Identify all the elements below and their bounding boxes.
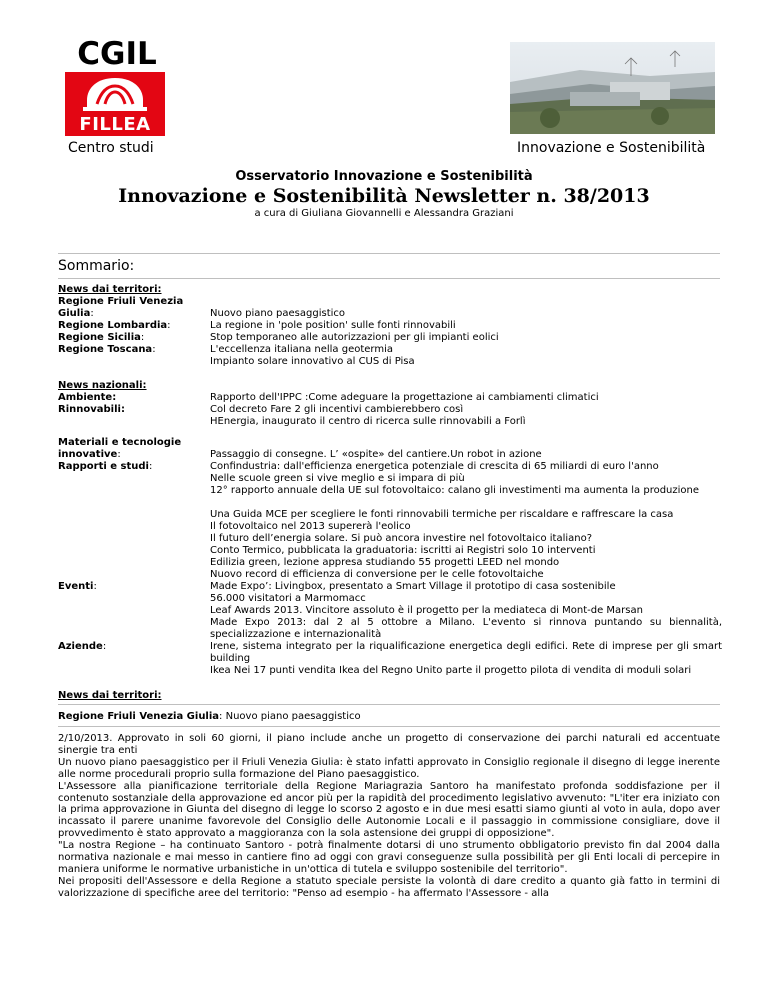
building-photo (510, 42, 715, 134)
toc-item[interactable]: Il fotovoltaico nel 2013 supererà l'eolico (210, 521, 411, 532)
toc-item[interactable]: HEnergia, inaugurato il centro di ricerca sulle rinnovabili a Forlì (210, 416, 526, 427)
rapporti-label: Rapporti e studi: (58, 461, 153, 472)
article-paragraph: 2/10/2013. Approvato in soli 60 giorni, il piano include anche un progetto di conservazione dei parchi naturali ed accentuate sinergie tra enti (58, 733, 720, 756)
section-heading: News dai territori: (58, 690, 162, 701)
lombardia-label: Regione Lombardia: (58, 320, 171, 331)
ambiente-label: Ambiente: (58, 392, 117, 403)
toc-item[interactable]: La regione in 'pole position' sulle fonti rinnovabili (210, 320, 456, 331)
article-body (58, 733, 720, 900)
toc-item[interactable]: Nuovo piano paesaggistico (210, 308, 346, 319)
toc-item[interactable]: Passaggio di consegne. L’ «ospite» del cantiere.Un robot in azione (210, 449, 542, 460)
territori-heading[interactable]: News dai territori: (58, 284, 162, 295)
toc-item[interactable]: Col decreto Fare 2 gli incentivi cambierebbero così (210, 404, 464, 415)
newsletter-title: Innovazione e Sostenibilità Newsletter n. 38/2013 (118, 185, 650, 207)
toc-item[interactable]: Made Expo 2013: dal 2 al 5 ottobre a Milano. L'evento si rinnova puntando su biennalità, specializzazione e internazionalità (210, 617, 722, 640)
eventi-label: Eventi: (58, 581, 97, 592)
toc-item[interactable]: Stop temporaneo alle autorizzazioni per gli impianti eolici (210, 332, 499, 343)
toc-item[interactable]: Ikea Nei 17 punti vendita Ikea del Regno Unito parte il progetto pilota di vendita di moduli solari (210, 665, 692, 676)
toc-item[interactable]: Nelle scuole green si vive meglio e si impara di più (210, 473, 465, 484)
article-paragraph: Un nuovo piano paesaggistico per il Friuli Venezia Giulia: è stato infatti approvato in Consiglio regionale il disegno di legge inerente alle norme procedurali proprio sulla formazione del Piano paesaggistico. (58, 756, 720, 780)
toc-item[interactable]: Irene, sistema integrato per la riqualificazione energetica degli edifici. Rete di imprese per gli smart building (210, 641, 722, 664)
toc-item[interactable]: Rapporto dell'IPPC :Come adeguare la progettazione ai cambiamenti climatici (210, 392, 599, 403)
toc-item[interactable]: Edilizia green, lezione appresa studiando 55 progetti LEED nel mondo (210, 557, 560, 568)
divider (58, 253, 720, 254)
cgil-wordmark: CGIL (77, 36, 157, 68)
aziende-label: Aziende: (58, 641, 107, 652)
toscana-label: Regione Toscana: (58, 344, 156, 355)
divider (58, 704, 720, 705)
nazionali-heading[interactable]: News nazionali: (58, 380, 147, 391)
materiali-label: Materiali e tecnologie (58, 437, 182, 448)
friuli-label-2: Giulia: (58, 308, 94, 319)
toc-item[interactable]: Confindustria: dall'efficienza energetica potenziale di crescita di 65 miliardi di euro l'anno (210, 461, 659, 472)
toc-item[interactable]: Il futuro dell’energia solare. Si può ancora investire nel fotovoltaico italiano? (210, 533, 593, 544)
toc-item[interactable]: Conto Termico, pubblicata la graduatoria: iscritti ai Registri solo 10 interventi (210, 545, 596, 556)
toc-item[interactable]: Impianto solare innovativo al CUS di Pisa (210, 356, 415, 367)
cgil-logo-text (62, 36, 172, 68)
toc-item[interactable]: L'eccellenza italiana nella geotermia (210, 344, 394, 355)
friuli-label: Regione Friuli Venezia (58, 296, 184, 307)
sicilia-label: Regione Sicilia: (58, 332, 145, 343)
divider (58, 726, 720, 727)
observatory-line: Osservatorio Innovazione e Sostenibilità (235, 169, 533, 184)
article-paragraph: L'Assessore alla pianificazione territoriale della Regione Mariagrazia Santoro ha manifestato profonda soddisfazione per il contenuto sostanziale della approvazione ed ancor più per la rapidità del procedimento legislativo avvenuto: "L'iter era iniziato con la prima approvazione in Giunta del disegno di legge lo scorso 2 agosto e in due mesi esatti siamo giunti al voto in aula, dopo aver incassato il parere unanime favorevole del Consiglio delle Autonomie Locali e il passaggio in commissione consigliare, dove il provvedimento è stato approvato a maggioranza con la sola astensione dei gruppi di opposizione". (58, 780, 720, 840)
toc-item[interactable]: 56.000 visitatori a Marmomacc (210, 593, 366, 604)
toc-item[interactable]: Made Expo’: Livingbox, presentato a Smart Village il prototipo di casa sostenibile (210, 581, 616, 592)
toc-item[interactable]: Leaf Awards 2013. Vincitore assoluto è il progetto per la mediateca di Mont-de Marsan (210, 605, 643, 616)
innovazione-caption: Innovazione e Sostenibilità (517, 140, 706, 156)
fillea-wordmark: FILLEA (79, 114, 151, 135)
toc-item[interactable]: 12° rapporto annuale della UE sul fotovoltaico: calano gli investimenti ma aumenta la produzione (210, 485, 700, 496)
credits-line: a cura di Giuliana Giovannelli e Alessandra Graziani (254, 208, 514, 219)
divider (58, 278, 720, 279)
article-heading: Regione Friuli Venezia Giulia: Nuovo piano paesaggistico (58, 711, 361, 722)
materiali-label-2: innovative: (58, 449, 121, 460)
article-paragraph: "La nostra Regione – ha continuato Santoro - potrà finalmente dotarsi di uno strumento obbligatorio previsto fin dal 2004 dalla normativa nazionale e mai messo in cantiere fino ad oggi con gravi conseguenze sulla possibilità per gli Enti locali di percepire in maniera uniforme le normative urbanistiche in un'ottica di tutela e sviluppo sostenibile del territorio". (58, 840, 720, 875)
toc-item[interactable]: Una Guida MCE per scegliere le fonti rinnovabili termiche per riscaldare e raffrescare la casa (210, 509, 674, 520)
fillea-logo (65, 72, 165, 136)
rinnovabili-label: Rinnovabili: (58, 404, 125, 415)
toc-item[interactable]: Nuovo record di efficienza di conversione per le celle fotovoltaiche (210, 569, 544, 580)
article-paragraph: Nei propositi dell'Assessore e della Regione a statuto speciale persiste la volontà di dare credito a quanto già fatto in termini di valorizzazione di specifiche aree del territorio: "Penso ad esempio - ha affermato l'Assessore - alla (58, 875, 720, 899)
helmet-emblem-icon (75, 74, 155, 114)
centro-studi-caption: Centro studi (68, 140, 154, 156)
sommario-heading: Sommario: (58, 258, 135, 274)
